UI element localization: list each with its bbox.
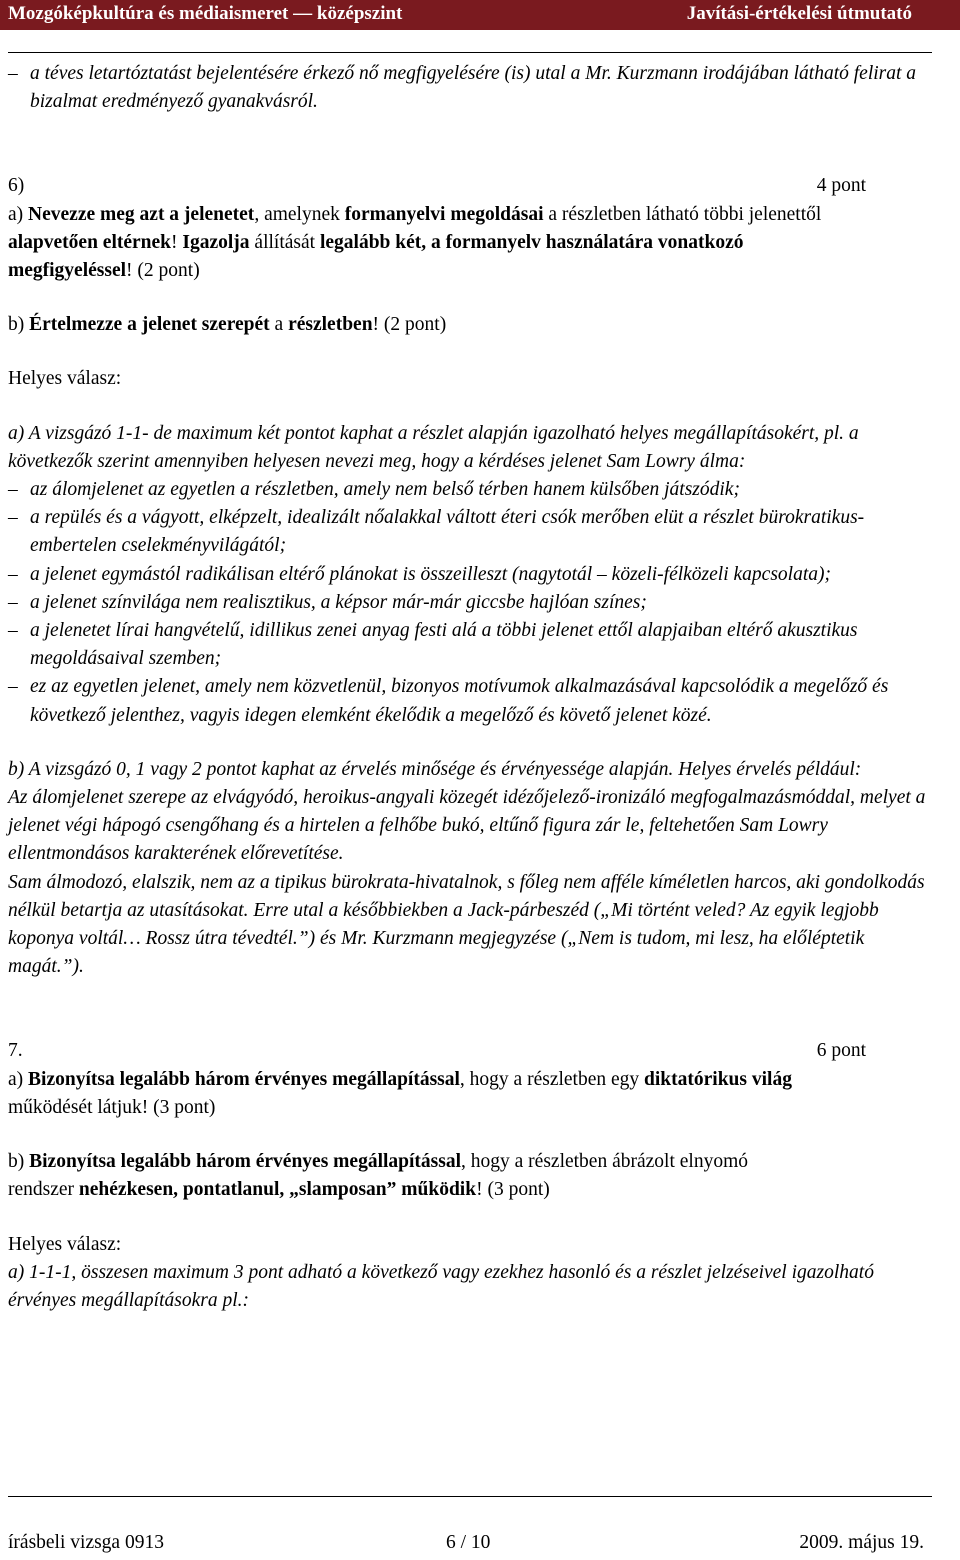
header-title: Mozgóképkultúra és médiaismeret — középszint [8, 3, 403, 24]
question-points: 4 pont [816, 175, 866, 197]
list-item: – a jelenet egymástól radikálisan eltérő plánokat is összeilleszt (nagytotál – közeli-félközeli kapcsolata); [8, 563, 831, 585]
list-item-text: a téves letartóztatást bejelentésére érkező nő megfigyelésére (is) utal a Mr. Kurzmann irodájában látható felirat a bizalmat eredményező gyanakvásról. [30, 63, 917, 113]
page-header [0, 0, 960, 30]
answer-6b-intro: b) A vizsgázó 0, 1 vagy 2 pontot kaphat az érvelés minősége és érvényessége alapján. Helyes érvelés például: [8, 758, 862, 780]
list-item: – a repülés és a vágyott, elképzelt, idealizált nőalakkal váltott éteri csók merőben elüt a részlet bürokratikus-embertelen cselekményvilágától; [8, 507, 865, 557]
answer-6b-paragraph: Az álomjelenet szerepe az elvágyódó, heroikus-angyali közegét idézőjelező-ironizáló megfogalmazásmóddal, melyet a jelenet végi hápogó csengőhang és a hirtelen a felhőbe bukó, eltűnő figura zár le, feltehetően Sam Lowry ellentmondásos karakterének előrevetítése. [8, 787, 926, 865]
footer-rule [8, 1496, 932, 1497]
list-item: – ez az egyetlen jelenet, amely nem közvetlenül, bizonyos motívumok alkalmazásával kapcsolódik a megelőző és következő jelenthez, vagyis idegen elemként ékelődik a megelőző és követő jelenet közé. [8, 676, 889, 726]
question-number: 6) [8, 175, 25, 197]
question-7b: b) Bizonyítsa legalább három érvényes megállapítással, hogy a részletben ábrázolt elnyomó rendszer nehézkesen, pontatlanul, „slamposan” működik! (3 pont) [8, 1151, 748, 1201]
document-body [8, 60, 932, 1315]
header-rule [8, 52, 932, 53]
answer-label: Helyes válasz: [8, 1233, 122, 1255]
footer-exam-id: írásbeli vizsga 0913 [8, 1532, 164, 1553]
question-points: 6 pont [816, 1040, 866, 1062]
question-6a: a) Nevezze meg azt a jelenetet, amelynek formanyelvi megoldásai a részletben látható többi jelenettől alapvetően eltérnek! Igazolja állítását legalább két, a formanyelv használatára vonatkozó megfigyeléssel! (2 pont) [8, 203, 822, 282]
question-number: 7. [8, 1040, 23, 1062]
question-7-heading [8, 1037, 932, 1065]
list-item [8, 60, 932, 116]
question-6b: b) Értelmezze a jelenet szerepét a részletben! (2 pont) [8, 314, 447, 336]
header-subtitle: Javítási-értékelési útmutató [686, 3, 912, 24]
footer-date: 2009. május 19. [799, 1532, 924, 1553]
question-7a: a) Bizonyítsa legalább három érvényes megállapítással, hogy a részletben egy diktatórikus világ működését látjuk! (3 pont) [8, 1068, 792, 1118]
answer-label: Helyes válasz: [8, 368, 122, 390]
list-item: – az álomjelenet az egyetlen a részletben, amely nem belső térben hanem külsőben játszódik; [8, 479, 740, 501]
answer-6a-intro: a) A vizsgázó 1-1- de maximum két pontot kaphat a részlet alapján igazolható helyes megállapításokért, pl. a következők szerint amennyiben helyesen nevezi meg, hogy a kérdéses jelenet Sam Lowry álma: [8, 422, 859, 472]
list-item: – a jelenet színvilága nem realisztikus, a képsor már-már giccsbe hajlóan színes; [8, 591, 647, 613]
answer-6b-paragraph: Sam álmodozó, elalszik, nem az a tipikus bürokrata-hivatalnok, s főleg nem afféle kíméletlen harcos, aki gondolkodás nélkül betartja az utasításokat. Erre utal a későbbiekben a Jack-párbeszéd („Mi történt veled? Az egyik legjobb koponya voltál… Rossz útra tévedtél.”) és Mr. Kurzmann megjegyzése („Nem is tudom, mi lesz, ha előléptetik magát.”). [8, 871, 925, 978]
question-6-heading [8, 172, 932, 200]
answer-6a-list [8, 476, 932, 730]
list-item: – a jelenetet lírai hangvételű, idillikus zenei anyag festi alá a többi jelenet ettől alapjaiban eltérő akusztikus megoldásaival szemben; [8, 620, 858, 670]
footer-page-number: 6 / 10 [446, 1532, 491, 1553]
answer-7a-intro: a) 1-1-1, összesen maximum 3 pont adható a következő vagy ezekhez hasonló és a részlet jelzéseivel igazolható érvényes megállapításokra pl.: [8, 1261, 874, 1311]
dash-marker: – [8, 63, 18, 84]
